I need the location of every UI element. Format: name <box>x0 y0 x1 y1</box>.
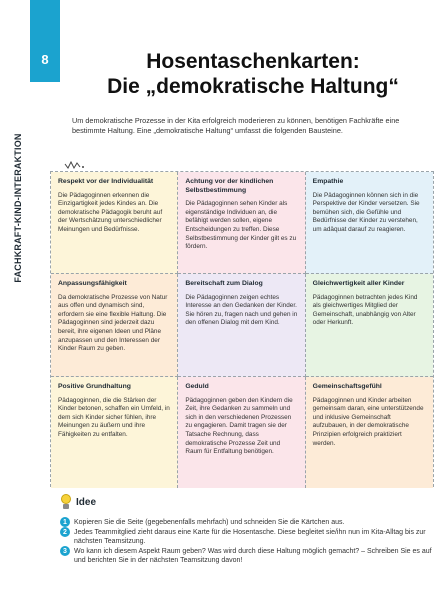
list-item <box>60 547 434 565</box>
card-heading: Empathie <box>312 178 344 185</box>
idee-label: Idee <box>76 496 97 508</box>
card-dialog <box>178 274 305 377</box>
card-heading: Gleichwertigkeit aller Kinder <box>312 280 405 287</box>
card-heading: Gemeinschaftsgefühl <box>312 383 382 390</box>
card-text: Die Pädagoginnen erkennen die Einzigartigkeit jedes Kindes an. Die demokratische Pädagogik beruht auf der Wertschätzung unterschiedlicher Meinungen und Bedürfnisse. <box>58 191 163 233</box>
title-line-1: Hosentaschenkarten: <box>146 50 360 73</box>
card-empathie <box>306 172 433 274</box>
step-text: Wo kann ich diesem Aspekt Raum geben? Was wird durch diese Haltung möglich gemacht? – Schreiben Sie es auf und berichten Sie in der nächsten Teamsitzung davon! <box>74 548 432 564</box>
scribble-decoration-icon <box>64 160 86 170</box>
card-text: Pädagoginnen, die die Stärken der Kinder betonen, schaffen ein Umfeld, in dem sich Kinder sicher fühlen, ihre Meinungen zu äußern und ihre Fähigkeiten zu entfalten. <box>58 396 170 438</box>
idee-steps <box>60 518 434 566</box>
page-number: 8 <box>30 0 60 82</box>
step-text: Kopieren Sie die Seite (gegebenenfalls mehrfach) und schneiden Sie die Kärtchen aus. <box>74 519 345 526</box>
title-line-2: Die „demokratische Haltung“ <box>107 75 399 98</box>
idee-header <box>60 494 96 510</box>
step-number-badge: 1 <box>60 517 70 527</box>
card-heading: Achtung vor der kindlichen Selbstbestimmung <box>185 178 274 194</box>
sidebar-section-label <box>11 88 25 328</box>
card-text: Pädagoginnen geben den Kindern die Zeit, ihre Gedanken zu sammeln und sich in den verschiedenen Prozessen zu engagieren. Damit tragen sie der Tatsache Rechnung, dass demokratische Prozesse Zeit und Raum für Entfaltung benötigen. <box>185 396 293 456</box>
card-gleichwertigkeit <box>306 274 433 377</box>
step-number-badge: 2 <box>60 527 70 537</box>
card-selbstbestimmung <box>178 172 305 274</box>
card-text: Die Pädagoginnen sehen Kinder als eigenständige Individuen an, die befähigt werden sollen, eigene Entscheidungen zu treffen. Diese Selbstbestimmung der Kinder gilt es zu fördern. <box>185 200 297 251</box>
card-gemeinschaftsgefuehl <box>306 377 433 488</box>
card-text: Pädagoginnen und Kinder arbeiten gemeinsam daran, eine unterstützende und inklusive Gemeinschaft aufzubauen, in der demokratische Prinzipien erfolgreich praktiziert werden. <box>312 396 424 447</box>
card-grid <box>50 171 434 487</box>
card-heading: Anpassungsfähigkeit <box>58 280 127 287</box>
card-heading: Positive Grundhaltung <box>58 383 131 390</box>
card-text: Die Pädagoginnen können sich in die Perspektive der Kinder versetzen. Sie bemühen sich, die Gefühle und Bedürfnisse der Kinder zu verstehen, um adäquat darauf zu reagieren. <box>312 191 420 233</box>
intro-text: Um demokratische Prozesse in der Kita erfolgreich moderieren zu können, benötigen Fachkräfte eine bestimmte Haltung. Eine „demokratische Haltung“ umfasst die folgenden Bausteine. <box>72 116 400 135</box>
card-text: Pädagoginnen betrachten jedes Kind als gleichwertiges Mitglied der Gemeinschaft, unabhängig von Alter oder Herkunft. <box>312 293 418 327</box>
card-text: Da demokratische Prozesse von Natur aus offen und dynamisch sind, erfordern sie eine flexible Haltung. Die Pädagoginnen sind jederzeit dazu bereit, ihre eigenen Ideen und Pläne anzupassen und den Interessen der Kinder Raum zu geben. <box>58 293 168 353</box>
sidebar-section-text: FACHKRAFT-KIND-INTERAKTION <box>13 133 23 283</box>
step-text: Jedes Teammitglied zieht daraus eine Karte für die Hosentasche. Diese begleitet sie/ihn nun im Kita-Alltag bis zur nächsten Teamsitzung. <box>74 529 426 545</box>
card-text: Die Pädagoginnen zeigen echtes Interesse an den Gedanken der Kinder. Sie hören zu, fragen nach und gehen in den offenen Dialog mit dem Kind. <box>185 293 298 327</box>
list-item <box>60 528 434 546</box>
card-anpassungsfaehigkeit <box>51 274 178 377</box>
card-heading: Respekt vor der Individualität <box>58 178 154 185</box>
list-item <box>60 518 434 527</box>
card-geduld <box>178 377 305 488</box>
card-heading: Geduld <box>185 383 209 390</box>
card-heading: Bereitschaft zum Dialog <box>185 280 263 287</box>
lightbulb-icon <box>60 494 72 510</box>
card-respekt <box>51 172 178 274</box>
page-title <box>70 50 436 99</box>
card-grundhaltung <box>51 377 178 488</box>
step-number-badge: 3 <box>60 546 70 556</box>
